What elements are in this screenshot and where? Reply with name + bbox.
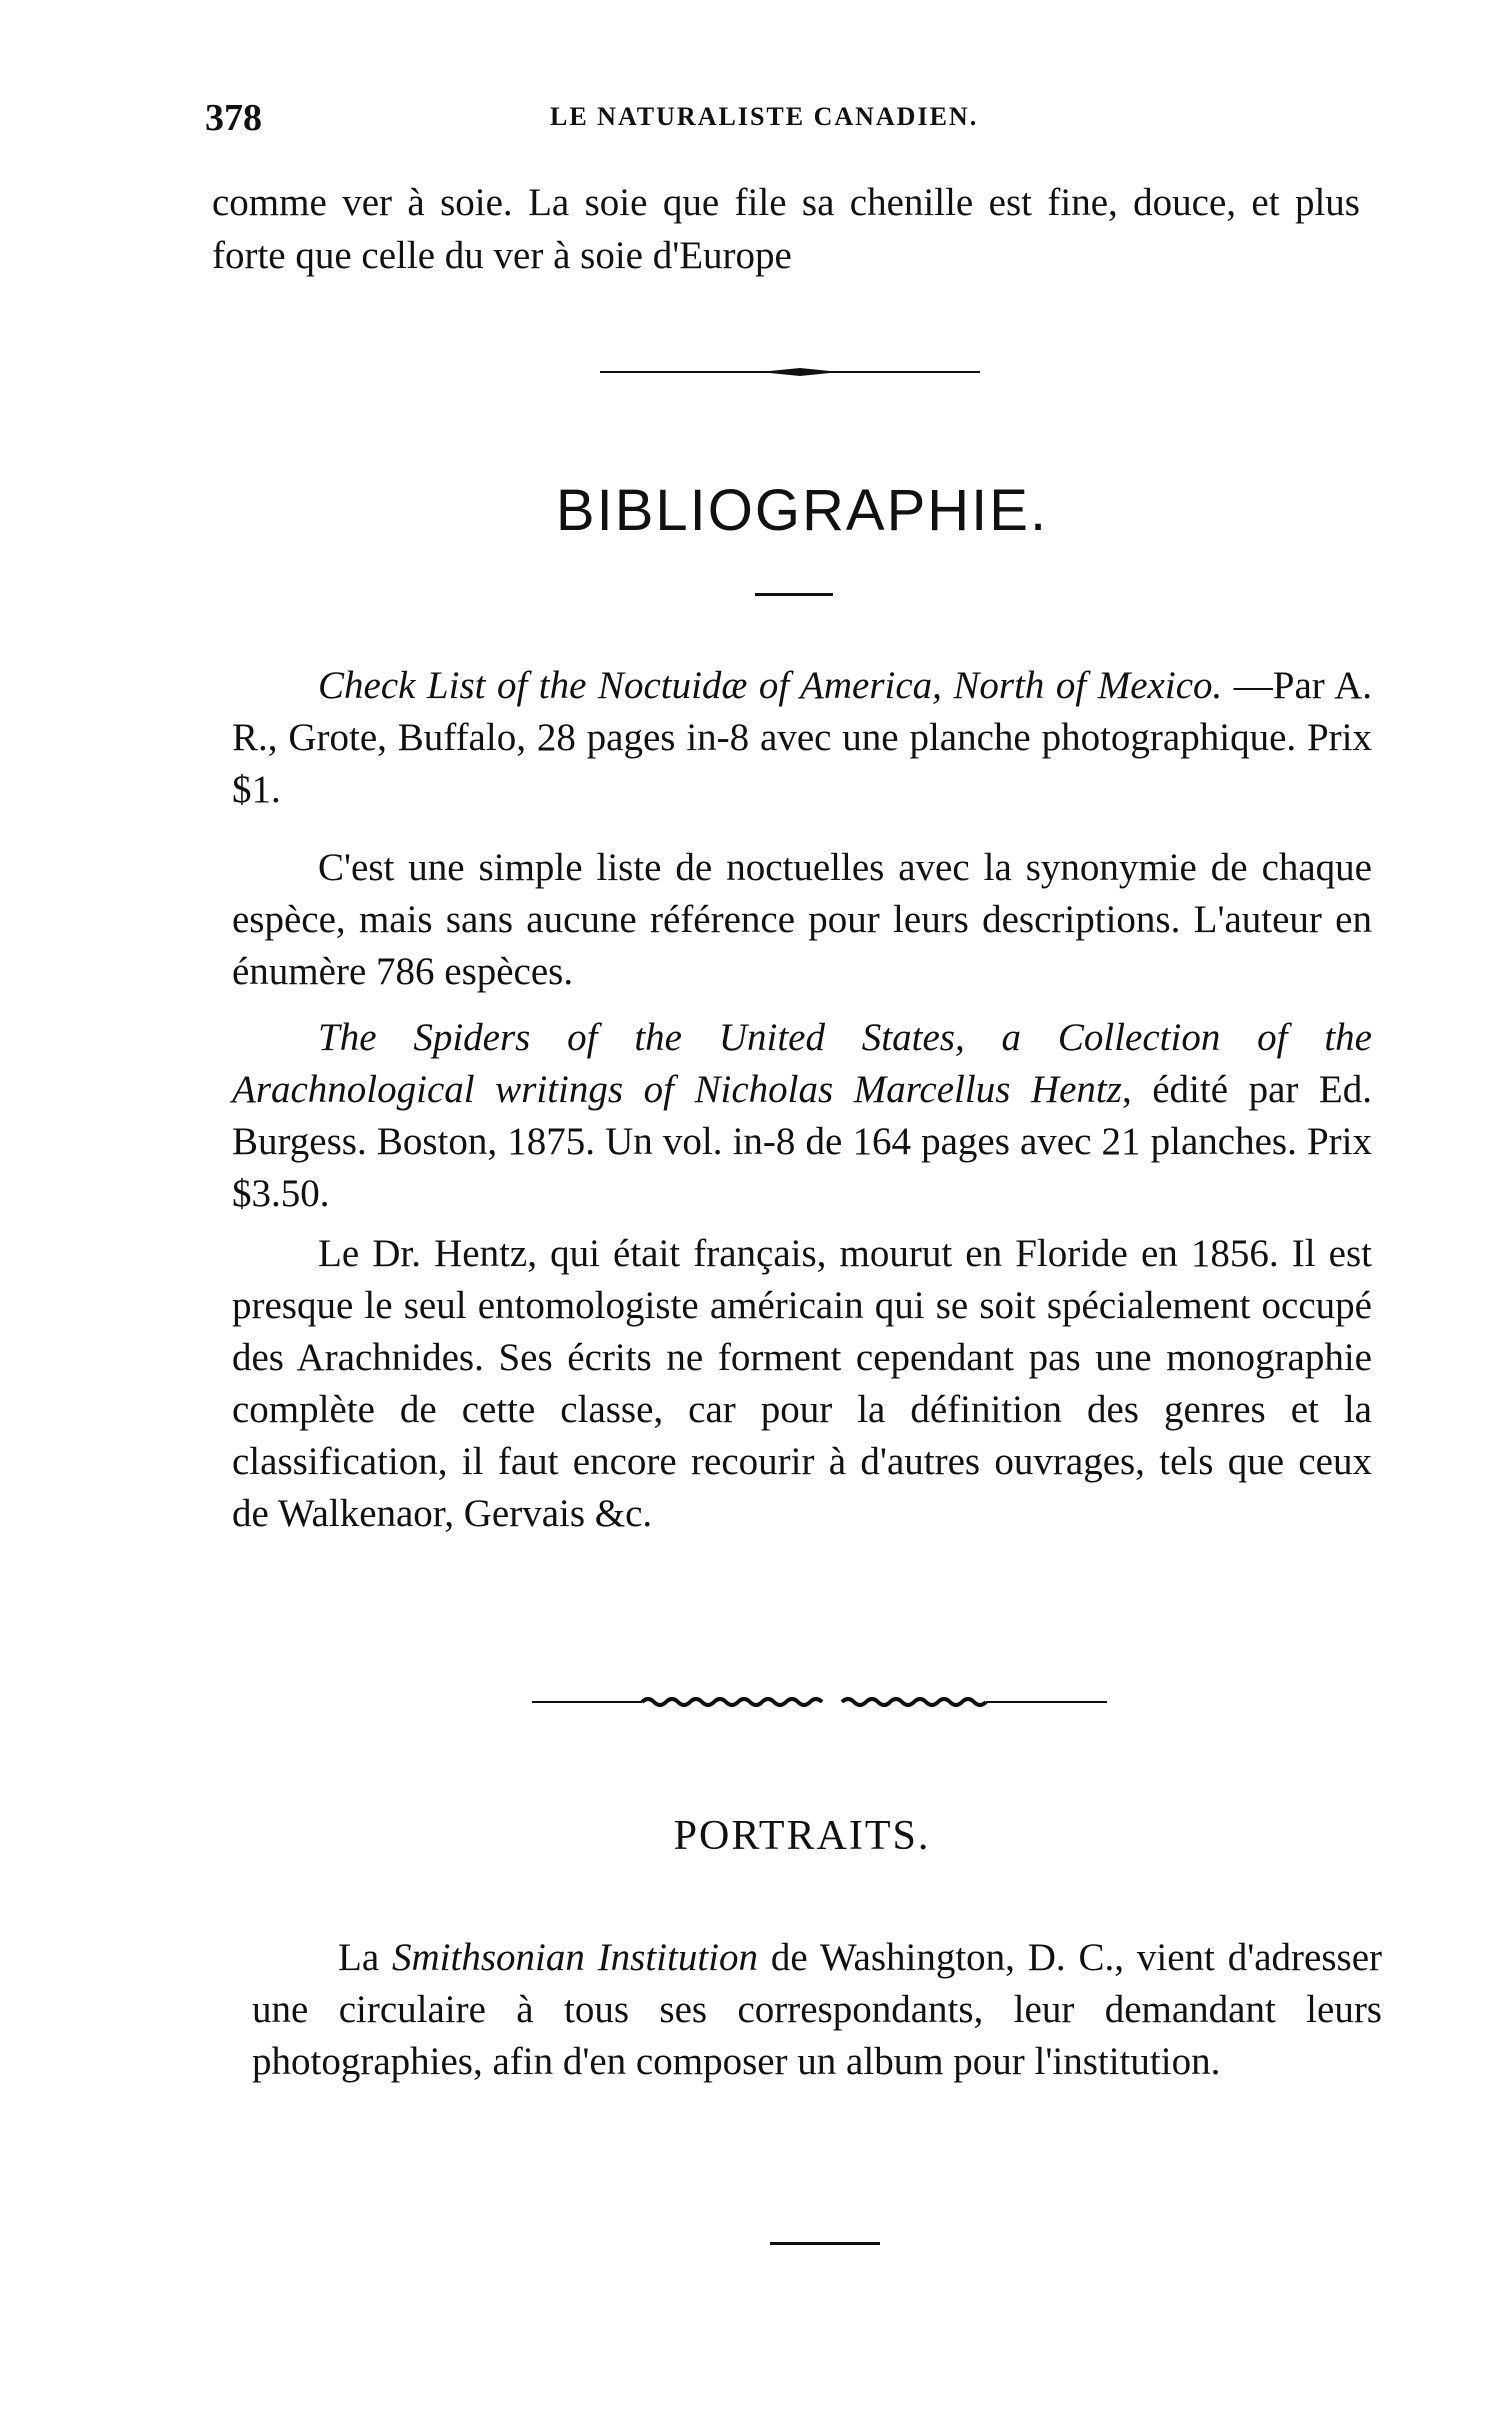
title-rule	[755, 593, 833, 596]
divider-ornament	[590, 362, 990, 382]
portraits-text-after: de Washington, D. C., vient d'adresser une circulaire à tous ses correspondants, leur demandant leurs photographies, afin d'en composer un album pour l'institution.	[252, 1936, 1382, 2083]
bib-entry-2-comment: Le Dr. Hentz, qui était français, mourut en Floride en 1856. Il est presque le seul entomologiste américain qui se soit spécialement occupé des Arachnides. Ses écrits ne forment cependant pas une monographie complète de cette classe, car pour la définition des genres et la classification, il faut encore recourir à d'autres ouvrages, tels que ceux de Walkenaor, Gervais &c.	[232, 1232, 1372, 1535]
intro-paragraph: comme ver à soie. La soie que file sa chenille est fine, douce, et plus forte que celle du ver à soie d'Europe	[212, 181, 1360, 277]
bib-entry-2-title: The Spiders of the United States, a Collection of the Arachnological writings of Nicholas Marcellus Hentz	[232, 1016, 1372, 1111]
running-head: LE NATURALISTE CANADIEN.	[550, 102, 979, 131]
wavy-divider-ornament	[532, 1690, 1107, 1714]
section-title-bibliographie: BIBLIOGRAPHIE.	[555, 478, 1049, 543]
section-title-portraits: PORTRAITS.	[673, 1813, 931, 1859]
page-number: 378	[205, 97, 262, 139]
bib-entry-1-title: Check List of the Noctuidæ of America, North of Mexico.	[318, 664, 1223, 707]
bib-entry-1-comment: C'est une simple liste de noctuelles avec la synonymie de chaque espèce, mais sans aucune référence pour leurs descriptions. L'auteur en énumère 786 espèces.	[232, 846, 1372, 993]
bib-entry-2	[232, 1012, 1372, 1220]
portraits-paragraph	[252, 1932, 1382, 2088]
portraits-institution: Smithsonian Institution	[391, 1936, 759, 1979]
page-header	[205, 96, 1380, 156]
end-rule	[770, 2242, 880, 2245]
bib-entry-1	[232, 660, 1372, 816]
bib-entry-1-details: —Par A. R., Grote, Buffalo, 28 pages in-8 avec une planche photographique. Prix $1.	[232, 664, 1372, 811]
bib-entry-2-details: , édité par Ed. Burgess. Boston, 1875. Un vol. in-8 de 164 pages avec 21 planches. Prix $3.50.	[232, 1068, 1372, 1215]
portraits-text-before: La	[338, 1936, 392, 1979]
